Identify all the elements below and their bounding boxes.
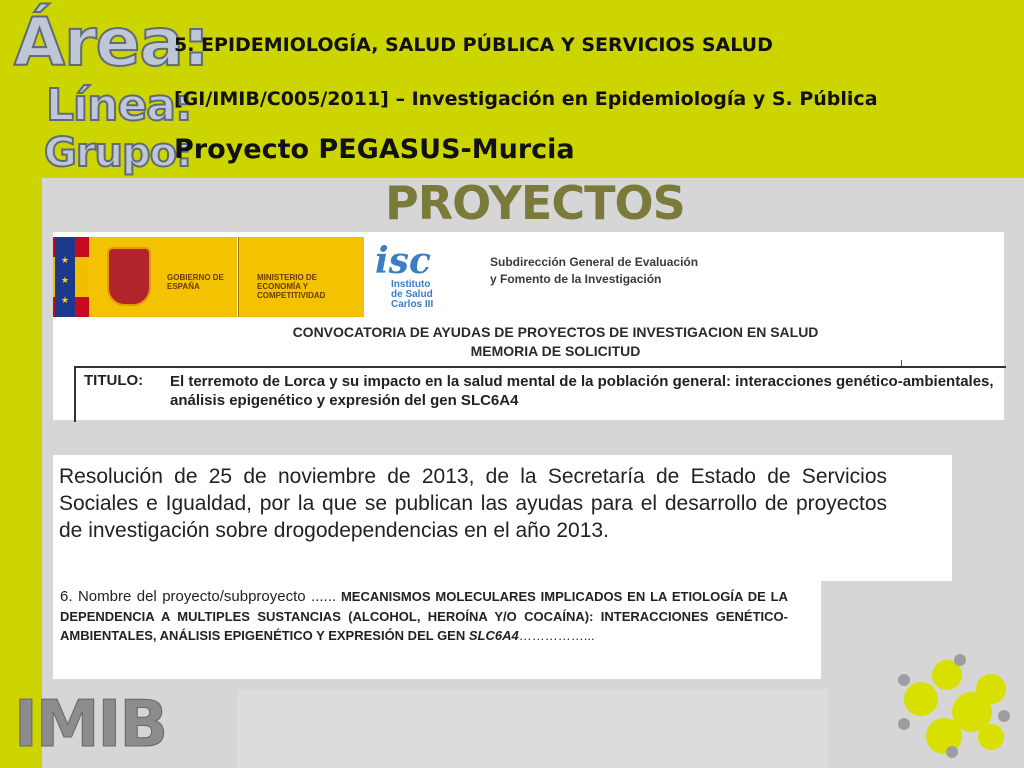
resolucion-text: Resolución de 25 de noviembre de 2013, de la Secretaría de Estado de Servicios Sociales e Igualdad, por la que se publican las ayudas para el desarrollo de proyectos de investigación sobre drogodependencias en el año 2013. [59, 465, 887, 542]
project-name-block [60, 587, 788, 646]
project-name-text: MECANISMOS MOLECULARES IMPLICADOS EN LA ETIOLOGÍA DE LA DEPENDENCIA A MULTIPLES SUSTANCIAS (ALCOHOL, HEROÍNA Y/O COCAÍNA): INTERACCIONES GENÉTICO-AMBIENTALES, ANÁLISIS EPIGENÉTICO Y EXPRESIÓN DEL GEN [60, 589, 789, 643]
dot-leader: ……………... [518, 628, 595, 643]
grupo-label: Grupo: [44, 130, 192, 176]
imib-logo: IMIB [14, 688, 167, 762]
titulo-label: TITULO: [84, 372, 144, 389]
project-name-excerpt [53, 581, 821, 679]
project-name-label: 6. Nombre del proyecto/subproyecto ...... [60, 588, 337, 605]
section-title: PROYECTOS [385, 176, 685, 230]
gov-text: GOBIERNO DE ESPAÑA [167, 273, 224, 291]
bottom-grey-panel [237, 689, 828, 768]
linea-label: Línea: [46, 80, 192, 131]
convocatoria-text: CONVOCATORIA DE AYUDAS DE PROYECTOS DE INVESTIGACION EN SALUD [292, 324, 819, 340]
titulo-text: El terremoto de Lorca y su impacto en la salud mental de la población general: interacciones genético-ambientales, análisis epigenético y expresión del gen SLC6A4 [170, 373, 994, 409]
linea-value: [GI/IMIB/C005/2011] – Investigación en Epidemiología y S. Pública [174, 88, 878, 110]
area-label: Área: [14, 4, 209, 81]
left-accent-strip [0, 180, 42, 768]
ministry-text: MINISTERIO DE ECONOMÍA Y COMPETITIVIDAD [257, 273, 326, 300]
memoria-text: MEMORIA DE SOLICITUD [470, 343, 641, 359]
isciii-document-excerpt [53, 232, 1004, 420]
isciii-logo [373, 240, 443, 318]
coat-of-arms-icon [107, 247, 151, 306]
subdireccion-text: Subdirección General de Evaluación y Fomento de la Investigación [490, 255, 699, 286]
gene-name: SLC6A4 [468, 628, 519, 643]
grupo-value: Proyecto PEGASUS-Murcia [174, 134, 575, 165]
titulo-box [74, 366, 1006, 422]
resolucion-excerpt [53, 455, 952, 581]
isc-mark: isc [375, 240, 431, 282]
area-value: 5. EPIDEMIOLOGÍA, SALUD PÚBLICA Y SERVICIOS SALUD [174, 34, 773, 56]
molecule-logo-icon [894, 652, 1014, 762]
ministry-logo [238, 237, 364, 317]
gobierno-logo [89, 237, 237, 317]
isc-text: Instituto de Salud Carlos III [391, 279, 434, 310]
eu-flag-icon: ★ ★ ★ [55, 237, 75, 317]
